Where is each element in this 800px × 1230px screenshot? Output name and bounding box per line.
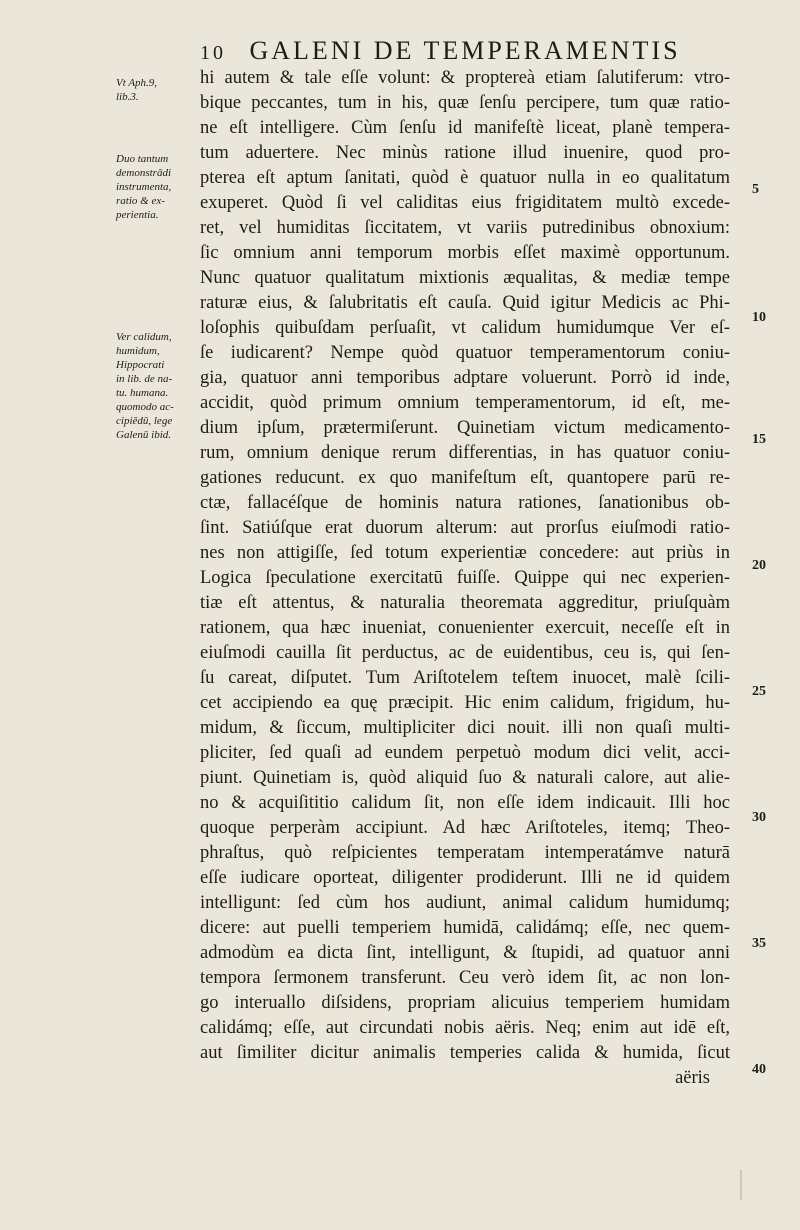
text-line: gationes reducunt. ex quo manifeſtum eſt, quantopere parū re-: [200, 468, 730, 488]
text-line: cet accipiendo ea quę præcipit. Hic enim calidum, frigidum, hu-: [200, 693, 730, 713]
text-line: quoque perperàm accipiunt. Ad hæc Ariſtoteles, itemq; Theo-: [200, 818, 730, 838]
text-line: Nunc quatuor qualitatum mixtionis æqualitas, & mediæ tempe: [200, 268, 730, 288]
text-line: no & acquiſititio calidum ſit, non eſſe idem indicauit. Illi hoc: [200, 793, 730, 813]
text-line: eiuſmodi cauilla ſit perductus, ac de euidentibus, ceu is, qui ſen-: [200, 643, 730, 663]
text-line: tum aduertere. Nec minùs ratione illud inuenire, quod pro-: [200, 143, 730, 163]
text-line: bique peccantes, tum in his, quæ ſenſu percipere, tum quæ ratio-: [200, 93, 730, 113]
text-line: tiæ eſt attentus, & naturalia theoremata aggreditur, priuſquàm: [200, 593, 730, 613]
text-line: ctæ, fallacéſque de hominis natura rationes, ſanationibus ob-: [200, 493, 730, 513]
line-number: 30: [752, 810, 766, 825]
page-number: 10: [200, 42, 226, 64]
text-line: dium ipſum, prætermiſerunt. Quinetiam victum medicamento-: [200, 418, 730, 438]
text-line: loſophis quibuſdam perſuaſit, vt calidum humidumque Ver eſ-: [200, 318, 730, 338]
line-number: 40: [752, 1062, 766, 1077]
text-line: nes non attigiſſe, ſed totum experientiæ concedere: aut priùs in: [200, 543, 730, 563]
text-line: calidámq; eſſe, aut circundati nobis aëris. Neq; enim aut idē eſt,: [200, 1018, 730, 1038]
text-line: tempora ſermonem transferunt. Ceu verò idem ſit, ac non lon-: [200, 968, 730, 988]
paper-mark: [740, 1170, 742, 1200]
text-line: pterea eſt aptum ſanitati, quòd è quatuor nulla in eo qualitatum: [200, 168, 730, 188]
line-number: 35: [752, 936, 766, 951]
line-number: 20: [752, 558, 766, 573]
text-line: Logica ſpeculatione exercitatū fuiſſe. Quippe qui nec experien-: [200, 568, 730, 588]
text-line: accidit, quòd primum omnium temperamentorum, id eſt, me-: [200, 393, 730, 413]
line-number: 10: [752, 310, 766, 325]
text-line: eſſe iudicare oporteat, diligenter prodiderunt. Illi ne id quidem: [200, 868, 730, 888]
text-line: ſint. Satiúſque erat duorum alterum: aut prorſus eiuſmodi ratio-: [200, 518, 730, 538]
text-line: ne eſt intelligere. Cùm ſenſu id manifeſtè liceat, planè tempera-: [200, 118, 730, 138]
text-line: exuperet. Quòd ſi vel caliditas eius frigiditatem multò excede-: [200, 193, 730, 213]
text-line: aut ſimiliter dicitur animalis temperies calida & humida, ſicut: [200, 1043, 730, 1063]
line-number: 15: [752, 432, 766, 447]
line-number: 25: [752, 684, 766, 699]
text-line: gia, quatuor anni temporibus adptare voluerunt. Porrò id inde,: [200, 368, 730, 388]
text-line: midum, & ſiccum, multipliciter dici nouit. illi non quaſi multi-: [200, 718, 730, 738]
text-line: aëris: [675, 1068, 710, 1088]
text-line: ret, vel humiditas ſiccitatem, vt variis putredinibus obnoxium:: [200, 218, 730, 238]
running-title: GALENI DE TEMPERAMENTIS: [249, 36, 681, 65]
running-head: [200, 36, 681, 66]
text-line: ſe iudicarent? Nempe quòd quatuor temperamentorum coniu-: [200, 343, 730, 363]
text-line: admodùm ea dicta ſint, intelligunt, & ſtupidi, ad quatuor anni: [200, 943, 730, 963]
body-text: [200, 66, 730, 1091]
text-line: piunt. Quinetiam is, quòd aliquid ſuo & naturali calore, aut alie-: [200, 768, 730, 788]
text-line: hi autem & tale eſſe volunt: & proptereà etiam ſalutiferum: vtro-: [200, 68, 730, 88]
text-line: phraſtus, quò reſpicientes temperatam intemperatámve naturā: [200, 843, 730, 863]
text-line: go interuallo diſsidens, propriam alicuius temperiem humidam: [200, 993, 730, 1013]
margin-note: Vt Aph.9, lib.3.: [116, 77, 158, 103]
text-line: pliciter, ſed quaſi ad eundem perpetuò modum dici velit, acci-: [200, 743, 730, 763]
text-line: rationem, qua hæc inueniat, conuenienter exercuit, neceſſe eſt in: [200, 618, 730, 638]
text-line: ſic omnium anni temporum morbis eſſet maximè opportunum.: [200, 243, 730, 263]
line-number: 5: [752, 182, 759, 197]
text-line: rum, omnium denique rerum differentias, in has quatuor coniu-: [200, 443, 730, 463]
text-line: intelligunt: ſed cùm hos audiunt, animal calidum humidumq;: [200, 893, 730, 913]
margin-note: Ver calidum, humidum, Hippocrati in lib. de na- tu. humana. quomodo ac- cipiēdū, lege Galenū ibid.: [116, 331, 174, 441]
text-line: raturæ eius, & ſalubritatis eſt cauſa. Quid igitur Medicis ac Phi-: [200, 293, 730, 313]
text-line: dicere: aut puelli temperiem humidā, calidámq; eſſe, nec quem-: [200, 918, 730, 938]
text-line: ſu careat, diſputet. Tum Ariſtotelem teſtem inuocet, malè ſcili-: [200, 668, 730, 688]
margin-note: Duo tantum demonstrādi instrumenta, ratio & ex- perientia.: [116, 153, 172, 221]
